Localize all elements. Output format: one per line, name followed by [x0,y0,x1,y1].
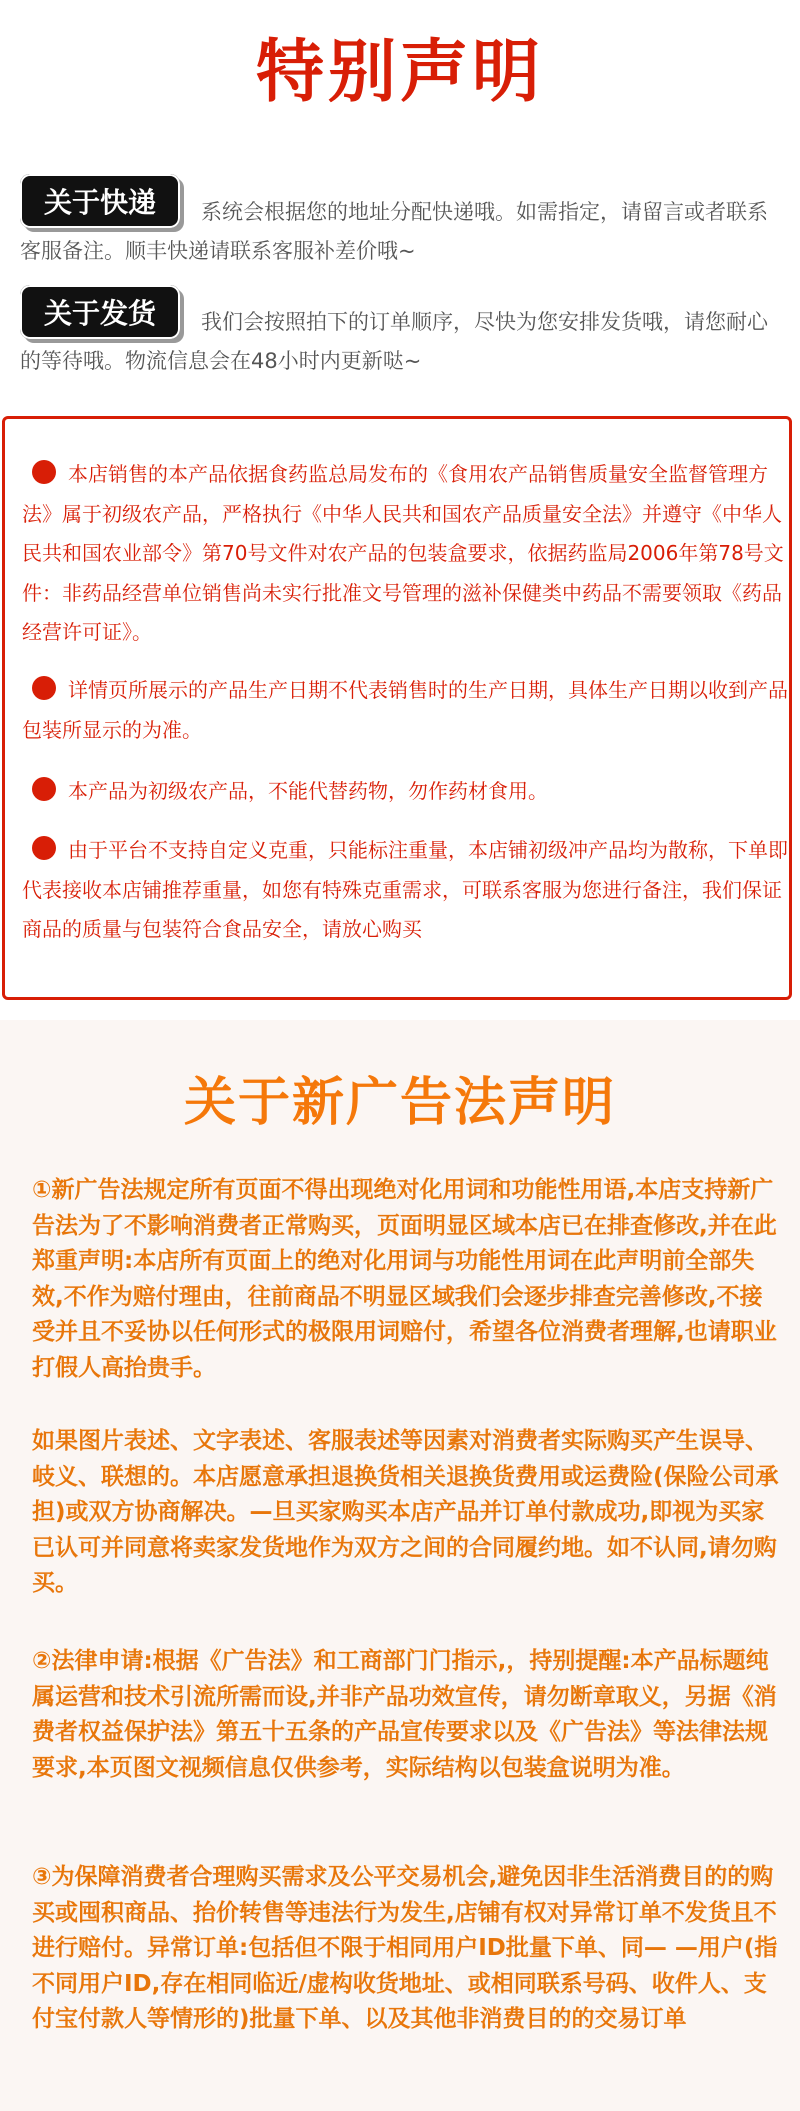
statement-item [22,772,792,812]
statement-item-text: 本店销售的本产品依据食药监总局发布的《食用农产品销售质量安全监督管理方法》属于初级农产品，严格执行《中华人民共和国农产品质量安全法》并遵守《中华人民共和国农业部令》第70号文件对农产品的包装盒要求，依据药监局2006年第78号文件：非药品经营单位销售尚未实行批准文号管理的滋补保健类中药品不需要领取《药品经营许可证》。 [22,462,784,644]
shipping-notice-text: 我们会按照拍下的订单顺序，尽快为您安排发货哦，请您耐心的等待哦。物流信息会在48小时内更新哒~ [20,310,768,373]
ad-law-paragraph: 如果图片表述、文字表述、客服表述等因素对消费者实际购买产生误导、岐义、联想的。本店愿意承担退换货相关退换货费用或运费险(保险公司承担)或双方协商解决。—旦买家购买本店产品并订单付款成功,即视为买家已认可并同意将卖家发货地作为双方之间的合同履约地。如不认同,请勿购买。 [32,1428,779,1596]
ad-law-title: 关于新广告法声明 [183,1073,616,1133]
statement-item [22,671,792,750]
express-notice-text: 系统会根据您的地址分配快递哦。如需指定，请留言或者联系客服备注。顺丰快递请联系客服补差价哦~ [20,200,768,263]
red-dot-icon [32,460,56,484]
statement-item-text: 由于平台不支持自定义克重，只能标注重量，本店铺初级冲产品均为散称，下单即代表接收本店铺推荐重量，如您有特殊克重需求，可联系客服为您进行备注，我们保证商品的质量与包装符合食品安全，请放心购买 [22,838,788,941]
red-dot-icon [32,836,56,860]
ad-law-paragraph: ②法律申请:根据《广告法》和工商部门门指示,，持别提醒:本产品标题纯属运营和技术引流所需而设,并非产品功效宣传，请勿断章取义，另据《消费者权益保护法》第五十五条的产品宣传要求以及《广告法》等法律法规要求,本页图文视频信息仅供参考，实际结构以包装盒说明为准。 [32,1648,777,1781]
statement-item-text: 本产品为初级农产品，不能代替药物，勿作药材食用。 [68,779,548,803]
express-badge: 关于快递 [20,174,180,228]
red-dot-icon [32,777,56,801]
statement-item [22,831,792,950]
statement-item-text: 详情页所展示的产品生产日期不代表销售时的生产日期，具体生产日期以收到产品包装所显示的为准。 [22,678,788,742]
ad-law-paragraph: ①新广告法规定所有页面不得出现绝对化用词和功能性用语,本店支持新广告法为了不影响消费者正常购买，页面明显区域本店已在排查修改,并在此郑重声明:本店所有页面上的绝对化用词与功能性用词在此声明前全部失效,不作为赔付理由，往前商品不明显区域我们会逐步排查完善修改,不接受并且不妥协以任何形式的极限用词赔付，希望各位消费者理解,也请职业打假人高抬贵手。 [32,1177,777,1381]
red-dot-icon [32,676,56,700]
ad-law-paragraph: ③为保障消费者合理购买需求及公平交易机会,避免因非生活消费目的的购买或囤积商品、抬价转售等违法行为发生,店铺有权对异常订单不发货且不进行赔付。异常订单:包括但不限于相同用户ID批量下单、同— —用户(指不同用户ID,存在相同临近/虚构收货地址、或相同联系号码、收件人、支付宝付款人等情形的)批量下单、以及其他非消费目的的交易订单 [32,1864,778,2032]
page-title: 特别声明 [255,33,544,112]
statement-item [22,455,792,653]
shipping-badge: 关于发货 [20,285,180,339]
